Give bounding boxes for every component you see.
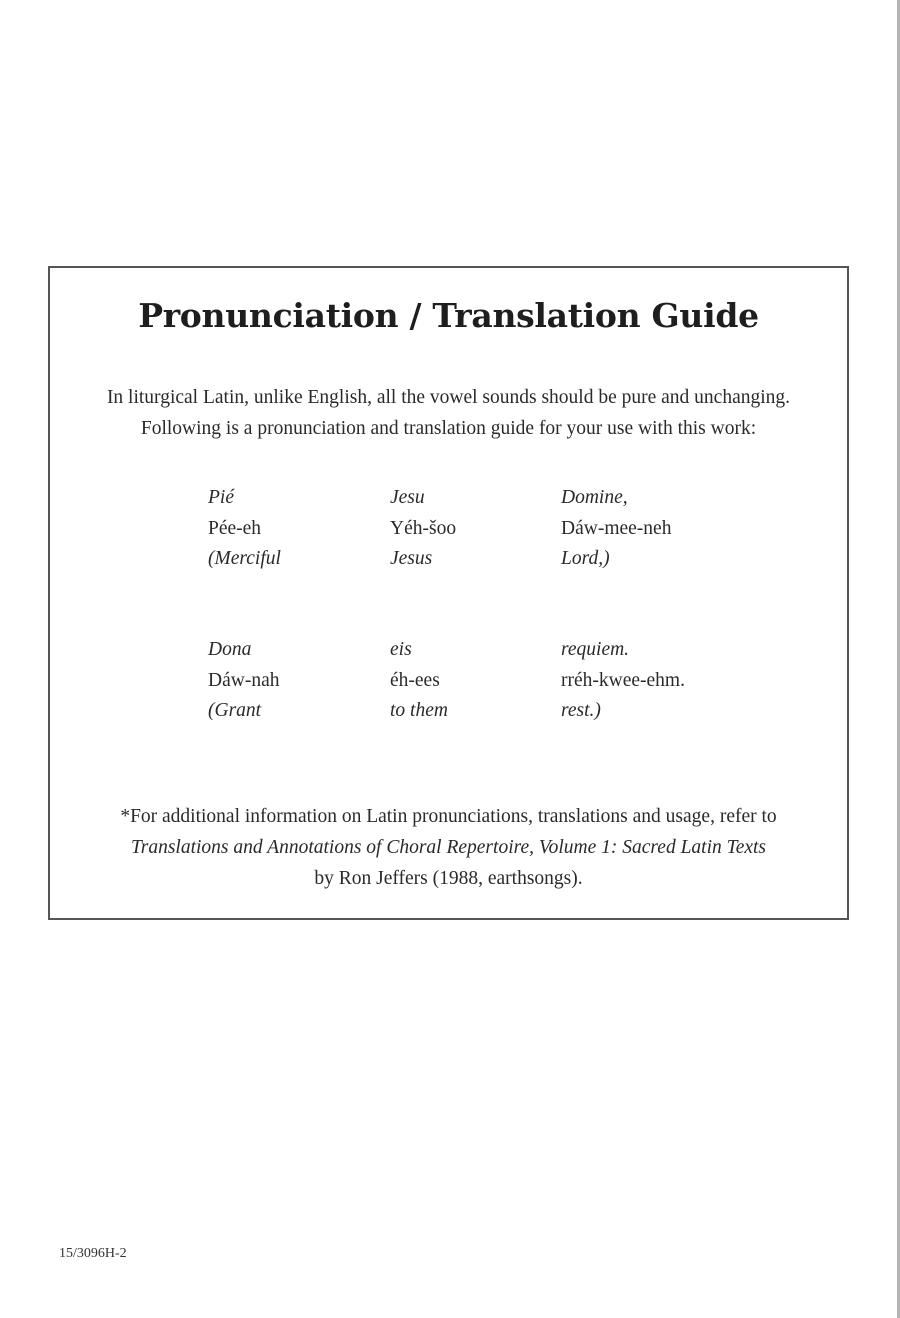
translation-word: (Merciful xyxy=(208,548,281,569)
latin-word: Dona xyxy=(208,639,252,660)
translation-word: (Grant xyxy=(208,700,262,721)
stanza-1 xyxy=(208,483,728,575)
footnote xyxy=(50,801,847,894)
catalog-number: 15/3096H-2 xyxy=(59,1246,127,1261)
latin-word: Domine, xyxy=(561,487,628,508)
pronunciation-word: Yéh-šoo xyxy=(390,517,457,539)
pronunciation-word: Dáw-mee-neh xyxy=(561,517,672,539)
pronunciation-word: rréh-kwee-ehm. xyxy=(561,669,685,691)
translation-row xyxy=(208,696,728,727)
intro-line-2: Following is a pronunciation and translation guide for your use with this work: xyxy=(140,418,757,439)
pronunciation-row xyxy=(208,666,728,697)
latin-word: eis xyxy=(390,639,412,660)
pronunciation-word: Pée-eh xyxy=(208,517,262,539)
translation-word: Jesus xyxy=(390,548,433,569)
intro-line-1: In liturgical Latin, unlike English, all the vowel sounds should be pure and unchanging. xyxy=(106,387,791,408)
translation-row xyxy=(208,544,728,575)
pronunciation-word: éh-ees xyxy=(390,669,440,691)
latin-row xyxy=(208,635,728,666)
pronunciation-row xyxy=(208,514,728,545)
latin-word: Jesu xyxy=(390,487,425,508)
latin-word: Pié xyxy=(208,487,234,508)
guide-title: Pronunciation / Translation Guide xyxy=(138,296,759,335)
latin-row xyxy=(208,483,728,514)
footnote-book-title: Translations and Annotations of Choral Repertoire, Volume 1: Sacred Latin Texts xyxy=(130,837,767,858)
intro-paragraph xyxy=(50,382,847,444)
pronunciation-word: Dáw-nah xyxy=(208,669,280,691)
guide-box xyxy=(48,266,849,920)
latin-word: requiem. xyxy=(561,639,630,660)
stanza-2 xyxy=(208,635,728,727)
footnote-line: *For additional information on Latin pronunciations, translations and usage, refer to xyxy=(120,806,777,827)
footnote-author: by Ron Jeffers (1988, earthsongs). xyxy=(314,868,583,889)
translation-word: to them xyxy=(390,700,448,721)
translation-word: rest.) xyxy=(561,700,601,721)
translation-word: Lord,) xyxy=(561,548,610,569)
